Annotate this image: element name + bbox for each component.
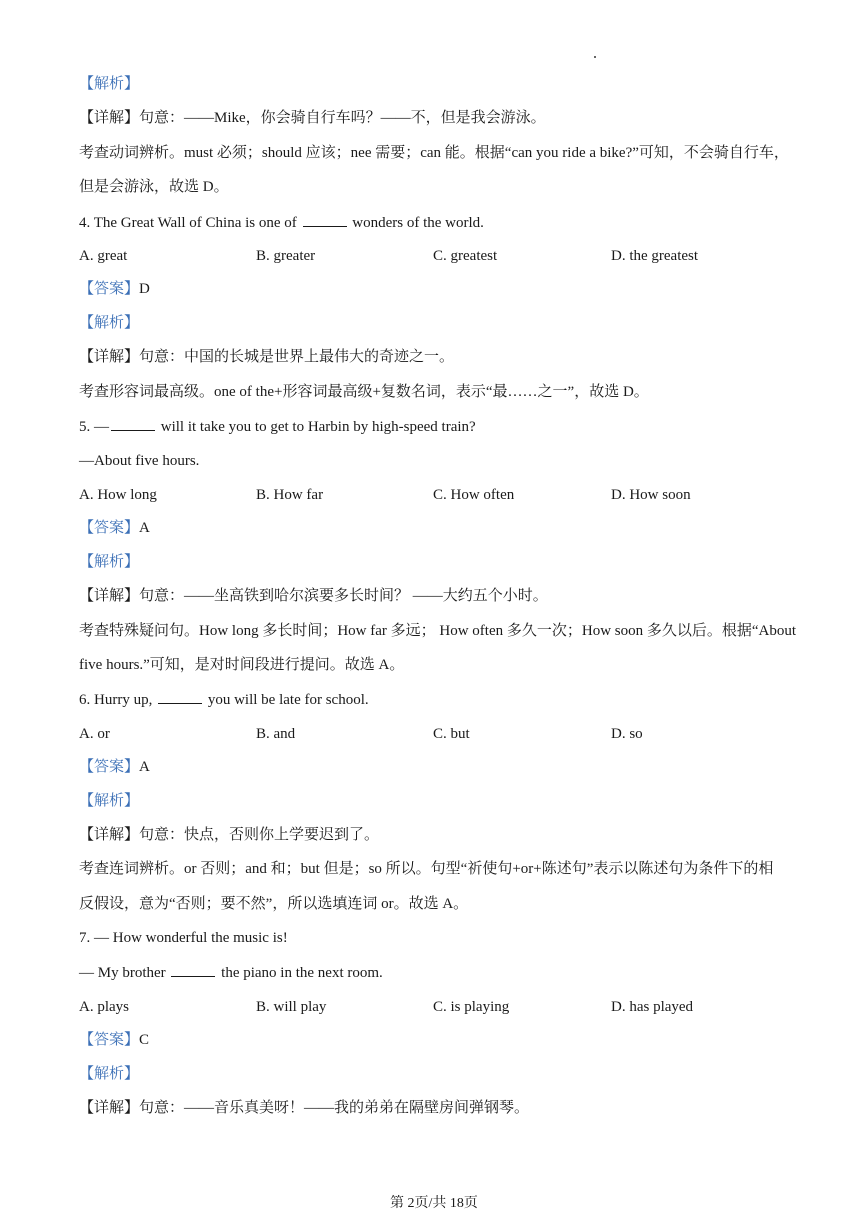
- explanation-text: 考查特殊疑问句。How long 多长时间；How far 多远； How often 多久一次；How soon 多久以后。根据“About: [79, 623, 797, 639]
- analysis-tag: 【解析】: [79, 793, 140, 809]
- option-b: B. and: [256, 726, 296, 742]
- answer-value: A: [139, 520, 150, 536]
- option-d: D. so: [611, 726, 643, 742]
- answer-tag: 【答案】: [79, 759, 140, 775]
- option-a: A. great: [79, 248, 128, 264]
- analysis-tag: 【解析】: [79, 76, 140, 92]
- analysis-tag: 【解析】: [79, 1066, 140, 1082]
- option-b: B. will play: [256, 999, 327, 1015]
- analysis-tag: 【解析】: [79, 554, 140, 570]
- detail-explanation: 【详解】句意：——音乐真美呀！——我的弟弟在隔壁房间弹钢琴。: [79, 1100, 530, 1116]
- option-b: B. How far: [256, 487, 324, 503]
- question-text: — My brother: [79, 965, 166, 981]
- question-text: 4. The Great Wall of China is one of: [79, 215, 297, 231]
- detail-explanation: 【详解】句意：快点，否则你上学要迟到了。: [79, 827, 380, 843]
- option-a: A. How long: [79, 487, 157, 503]
- detail-explanation: 【详解】句意：——Mike，你会骑自行车吗？——不，但是我会游泳。: [79, 110, 546, 126]
- option-c: C. greatest: [433, 248, 498, 264]
- question-7: 7. — How wonderful the music is!: [79, 930, 288, 946]
- analysis-tag: 【解析】: [79, 315, 140, 331]
- answer-line: [79, 757, 150, 777]
- explanation-text: five hours.”可知，是对时间段进行提问。故选 A。: [79, 657, 405, 673]
- detail-explanation: 【详解】句意：中国的长城是世界上最伟大的奇迹之一。: [79, 349, 455, 365]
- option-c: C. is playing: [433, 999, 510, 1015]
- answer-blank: [158, 689, 202, 704]
- option-d: D. has played: [611, 999, 694, 1015]
- answer-blank: [171, 962, 215, 977]
- question-text: will it take you to get to Harbin by high-speed train?: [160, 419, 476, 435]
- explanation-text: 反假设，意为“否则；要不然”，所以选填连词 or。故选 A。: [79, 896, 469, 912]
- explanation-text: 考查形容词最高级。one of the+形容词最高级+复数名词，表示“最……之一”，故选 D。: [79, 384, 649, 400]
- answer-blank: [303, 212, 347, 227]
- question-text: [79, 962, 383, 983]
- detail-explanation: 【详解】句意：——坐高铁到哈尔滨要多长时间？ ——大约五个小时。: [79, 588, 548, 604]
- question-text: you will be late for school.: [207, 692, 369, 708]
- page-number: 第 2页/共 18页: [390, 1196, 478, 1211]
- option-c: C. How often: [433, 487, 515, 503]
- answer-value: C: [139, 1032, 150, 1048]
- answer-tag: 【答案】: [79, 1032, 140, 1048]
- answer-value: D: [139, 281, 150, 297]
- option-b: B. greater: [256, 248, 316, 264]
- explanation-text: 考查连词辨析。or 否则；and 和；but 但是；so 所以。句型“祈使句+or+陈述句”表示以陈述句为条件下的相: [79, 861, 774, 877]
- option-c: C. but: [433, 726, 470, 742]
- answer-tag: 【答案】: [79, 281, 140, 297]
- question-text: 5. —: [79, 419, 109, 435]
- question-text: wonders of the world.: [352, 215, 484, 231]
- question-text: —About five hours.: [79, 453, 200, 469]
- option-a: A. or: [79, 726, 110, 742]
- answer-line: [79, 518, 150, 538]
- question-4: [79, 212, 484, 233]
- answer-value: A: [139, 759, 150, 775]
- question-text: the piano in the next room.: [221, 965, 383, 981]
- option-d: D. the greatest: [611, 248, 699, 264]
- answer-line: [79, 279, 150, 299]
- explanation-text: 但是会游泳，故选 D。: [79, 179, 229, 195]
- answer-line: [79, 1030, 149, 1050]
- question-text: 6. Hurry up,: [79, 692, 153, 708]
- option-a: A. plays: [79, 999, 129, 1015]
- answer-tag: 【答案】: [79, 520, 140, 536]
- scan-dot: [594, 56, 596, 58]
- question-5: [79, 416, 476, 437]
- option-d: D. How soon: [611, 487, 691, 503]
- explanation-text: 考查动词辨析。must 必须；should 应该；nee 需要；can 能。根据“can you ride a bike?”可知，不会骑自行车，: [79, 145, 789, 161]
- question-6: [79, 689, 369, 710]
- answer-blank: [111, 416, 155, 431]
